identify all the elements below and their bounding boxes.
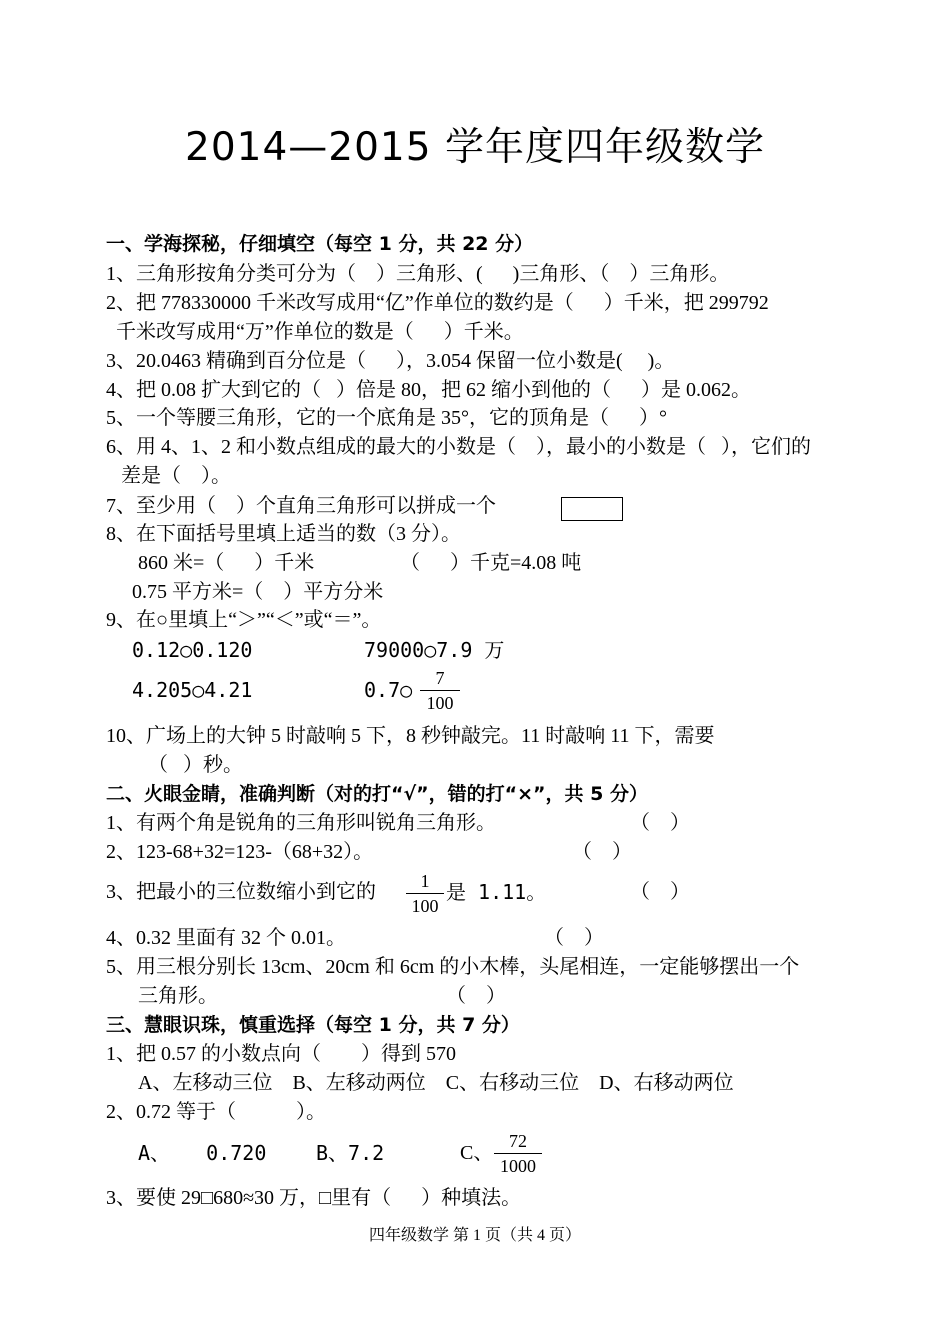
fraction-bar	[494, 1153, 542, 1154]
s1-question-6b: 差是（ ）。	[106, 465, 231, 487]
s2-question-5b: 三角形。	[138, 985, 218, 1007]
s2-q3-fraction	[406, 871, 444, 916]
s1-question-8: 8、在下面括号里填上适当的数（3 分）。	[106, 523, 461, 545]
s3-q1-options: A、左移动三位 B、左移动两位 C、右移动三位 D、右移动两位	[138, 1072, 734, 1094]
fraction-numerator: 1	[420, 871, 430, 891]
s2-question-3a: 3、把最小的三位数缩小到它的	[106, 881, 376, 903]
s2-question-1: 1、有两个角是锐角的三角形叫锐角三角形。	[106, 812, 496, 834]
s2-q4-answer: （ ）	[544, 927, 604, 949]
s2-q1-answer: （ ）	[630, 812, 690, 834]
section1-heading: 一、学海探秘，仔细填空（每空 1 分，共 22 分）	[106, 233, 534, 255]
s1-q8-item-a: 860 米=（ ）千米	[138, 552, 315, 574]
fraction-bar	[406, 893, 444, 894]
rectangle-figure	[561, 497, 623, 521]
s1-question-6a: 6、用 4、1、2 和小数点组成的最大的小数是（ ），最小的小数是（ ），它们的	[106, 436, 811, 458]
s1-question-2a: 2、把 778330000 千米改写成用“亿”作单位的数约是（ ）千米，把 299792	[106, 292, 769, 314]
s1-question-3: 3、20.0463 精确到百分位是（ ），3.054 保留一位小数是( )。	[106, 350, 675, 372]
page-title: 2014—2015 学年度四年级数学	[185, 125, 765, 170]
fraction-denominator: 100	[426, 693, 454, 713]
s2-question-2: 2、123-68+32=123-（68+32）。	[106, 841, 374, 863]
s3-question-3: 3、要使 29□680≈30 万，□里有（ ）种填法。	[106, 1187, 522, 1209]
s1-question-9: 9、在○里填上“＞”“＜”或“＝”。	[106, 609, 382, 631]
s3-q2-fraction	[494, 1131, 542, 1176]
fraction-numerator: 72	[509, 1131, 527, 1151]
s1-question-5: 5、一个等腰三角形，它的一个底角是 35°，它的顶角是（ ）°	[106, 407, 667, 429]
s2-question-3b: 是 1.11。	[446, 880, 547, 904]
fraction-denominator: 1000	[500, 1156, 536, 1176]
s3-q2-option-c: C、	[460, 1142, 494, 1164]
s1-question-10b: （ ）秒。	[148, 754, 243, 776]
s1-question-1: 1、三角形按角分类可分为（ ）三角形、( )三角形、（ ）三角形。	[106, 263, 730, 285]
s1-q9-item-a: 0.12○0.120	[132, 638, 253, 662]
section2-heading: 二、火眼金睛，准确判断（对的打“√”，错的打“×”，共 5 分）	[106, 783, 648, 805]
section3-heading: 三、慧眼识珠，慎重选择（每空 1 分，共 7 分）	[106, 1014, 520, 1036]
s1-q9-item-d: 0.7○	[364, 678, 413, 702]
s1-q8-item-b: （ ）千克=4.08 吨	[400, 552, 582, 574]
s2-question-5a: 5、用三根分别长 13cm、20cm 和 6cm 的小木棒，头尾相连，一定能够摆出一个	[106, 956, 800, 978]
s2-q3-answer: （ ）	[630, 881, 690, 903]
s3-q2-option-b: B、7.2	[316, 1141, 385, 1165]
s2-q5-answer: （ ）	[446, 985, 506, 1007]
s3-q2-option-a: A、 0.720	[138, 1141, 267, 1165]
s1-question-4: 4、把 0.08 扩大到它的（ ）倍是 80，把 62 缩小到他的（ ）是 0.062。	[106, 379, 751, 401]
s3-question-2: 2、0.72 等于（ ）。	[106, 1101, 326, 1123]
fraction-numerator: 7	[435, 668, 445, 688]
s1-question-7: 7、至少用（ ）个直角三角形可以拼成一个	[106, 495, 496, 517]
s1-q8-item-c: 0.75 平方米=（ ）平方分米	[132, 581, 384, 603]
s1-question-2b: 千米改写成用“万”作单位的数是（ ）千米。	[106, 321, 524, 343]
s1-q9-item-b: 79000○7.9 万	[364, 638, 505, 662]
page-footer: 四年级数学 第 1 页（共 4 页）	[368, 1227, 581, 1244]
s3-question-1: 1、把 0.57 的小数点向（ ）得到 570	[106, 1043, 456, 1065]
s1-question-10a: 10、广场上的大钟 5 时敲响 5 下，8 秒钟敲完。11 时敲响 11 下，需要	[106, 725, 715, 747]
s2-question-4: 4、0.32 里面有 32 个 0.01。	[106, 927, 346, 949]
fraction-denominator: 100	[411, 896, 439, 916]
s2-q2-answer: （ ）	[572, 841, 632, 863]
s1-q9-fraction	[420, 668, 460, 713]
s1-q9-item-c: 4.205○4.21	[132, 678, 253, 702]
fraction-bar	[420, 690, 460, 691]
